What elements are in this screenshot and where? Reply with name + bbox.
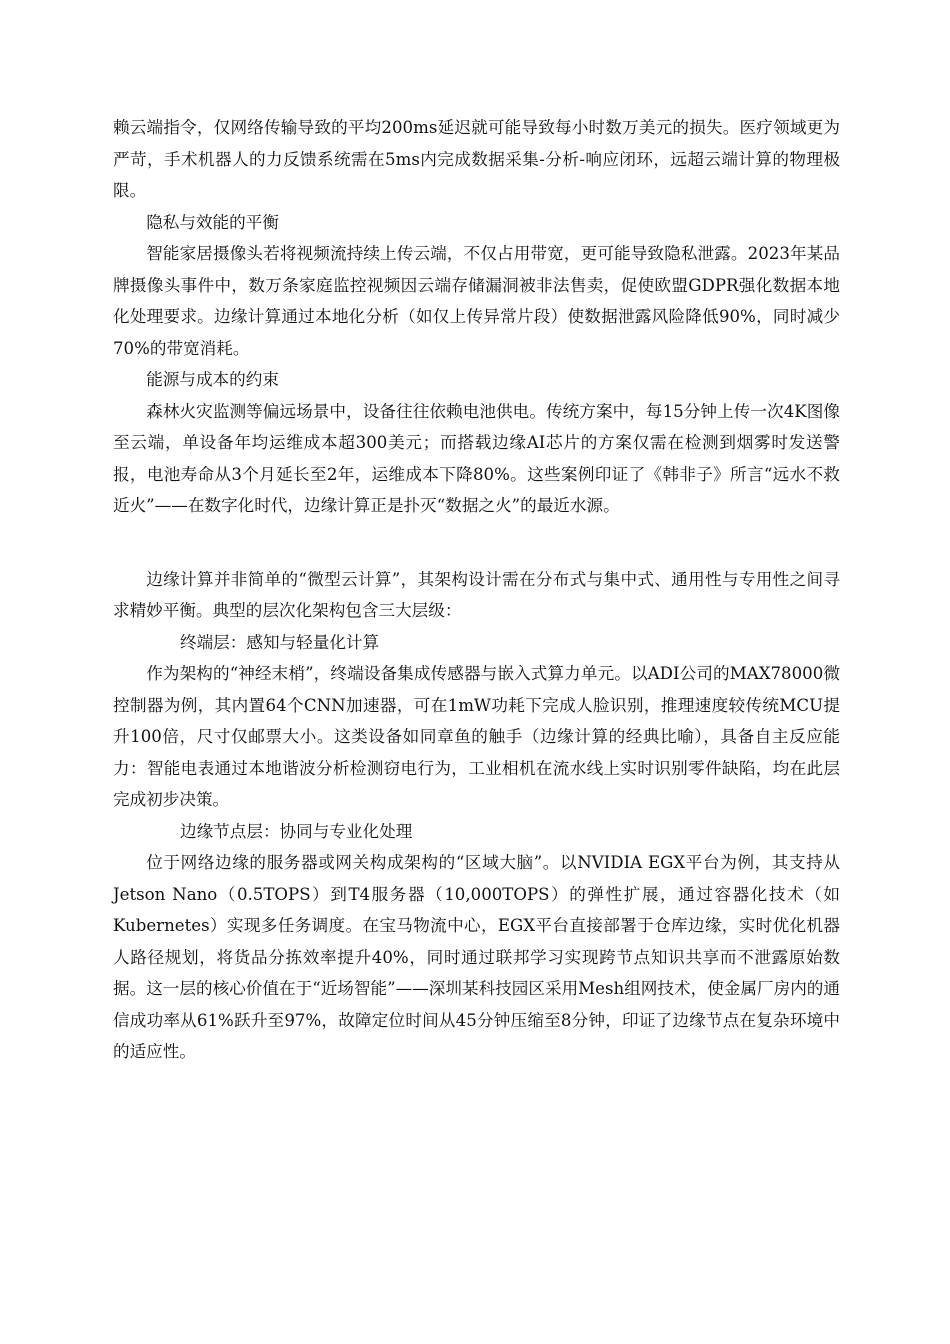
- subheading-terminal-layer: 终端层：感知与轻量化计算: [180, 632, 380, 652]
- paragraph-latency-continued: 赖云端指令，仅网络传输导致的平均200ms延迟就可能导致每小时数万美元的损失。医疗领域更为严苛，手术机器人的力反馈系统需在5ms内完成数据采集-分析-响应闭环，远超云端计算的物理极限。: [113, 118, 840, 200]
- subheading-edge-node-layer: 边缘节点层：协同与专业化处理: [180, 821, 413, 841]
- subheading-energy-cost: 能源与成本的约束: [146, 370, 279, 389]
- subheading-privacy-efficiency: 隐私与效能的平衡: [146, 212, 279, 232]
- paragraph-edge-node-layer: 位于网络边缘的服务器或网关构成架构的“区域大脑”。以NVIDIA EGX平台为例，其支持从Jetson Nano（0.5TOPS）到T4服务器（10,000TOPS）的弹性扩展，通过容器化技术（如Kubernetes）实现多任务调度。在宝马物流中心，EGX平台直接部署于仓库边缘，实时优化机器人路径规划，将货品分拣效率提升40%，同时通过联邦学习实现跨节点知识共享而不泄露原始数据。这一层的核心价值在于“近场智能”——深圳某科技园区采用Mesh组网技术，使金属厂房内的通信成功率从61%跃升至97%，故障定位时间从45分钟压缩至8分钟，印证了边缘节点在复杂环境中的适应性。: [113, 853, 840, 1061]
- paragraph-energy: 森林火灾监测等偏远场景中，设备往往依赖电池供电。传统方案中，每15分钟上传一次4K图像至云端，单设备年均运维成本超300美元；而搭载边缘AI芯片的方案仅需在检测到烟雾时发送警报，电池寿命从3个月延长至2年，运维成本下降80%。这些案例印证了《韩非子》所言“远水不救近火”——在数字化时代，边缘计算正是扑灭“数据之火”的最近水源。: [113, 401, 840, 515]
- paragraph-terminal-layer: 作为架构的“神经末梢”，终端设备集成传感器与嵌入式算力单元。以ADI公司的MAX78000微控制器为例，其内置64个CNN加速器，可在1mW功耗下完成人脸识别，推理速度较传统MCU提升100倍，尺寸仅邮票大小。这类设备如同章鱼的触手（边缘计算的经典比喻），具备自主反应能力：智能电表通过本地谐波分析检测窃电行为，工业相机在流水线上实时识别零件缺陷，均在此层完成初步决策。: [113, 664, 840, 809]
- document-page: [113, 112, 840, 1068]
- section-gap: [113, 522, 840, 564]
- paragraph-architecture-intro: 边缘计算并非简单的“微型云计算”，其架构设计需在分布式与集中式、通用性与专用性之间寻求精妙平衡。典型的层次化架构包含三大层级：: [113, 569, 840, 620]
- paragraph-privacy: 智能家居摄像头若将视频流持续上传云端，不仅占用带宽，更可能导致隐私泄露。2023年某品牌摄像头事件中，数万条家庭监控视频因云端存储漏洞被非法售卖，促使欧盟GDPR强化数据本地化处理要求。边缘计算通过本地化分析（如仅上传异常片段）使数据泄露风险降低90%，同时减少70%的带宽消耗。: [113, 244, 840, 358]
